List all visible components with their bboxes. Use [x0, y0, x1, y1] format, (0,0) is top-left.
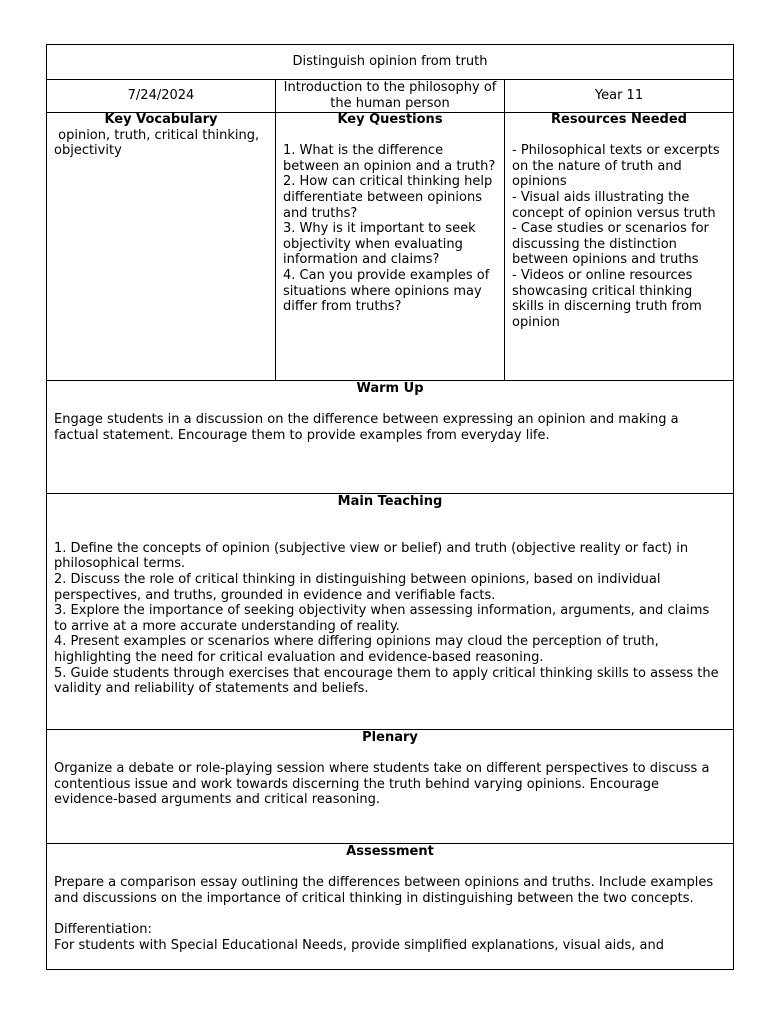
resources-needed-text: - Philosophical texts or excerpts on the nature of truth and opinions - Visual aids illustrating the concept of opinion versus truth - Case studies or scenarios for discussing the distinction between opinions and truths - Videos or online resources showcasing critical thinking skills in discerning truth from opinion	[512, 143, 720, 330]
meta-row	[47, 80, 733, 113]
plenary-heading: Plenary	[362, 730, 418, 745]
title-row	[47, 45, 733, 80]
warm-up-heading: Warm Up	[356, 381, 424, 396]
assessment-heading: Assessment	[346, 844, 434, 859]
key-vocabulary-text: opinion, truth, critical thinking, objectivity	[54, 127, 264, 159]
key-questions-heading: Key Questions	[337, 112, 443, 127]
lesson-date: 7/24/2024	[127, 88, 195, 104]
assessment-text: Prepare a comparison essay outlining the differences between opinions and truths. Include examples and discussions on the importance of critical thinking in distinguishing between the two concepts. Differentiation: For students with Special Educational Needs, provide simplified explanations, visual aids, and	[54, 875, 714, 953]
plenary-text: Organize a debate or role-playing session where students take on different perspectives to discuss a contentious issue and work towards discerning the truth behind varying opinions. Encourage evidence-based arguments and critical reasoning.	[54, 761, 710, 808]
year-cell	[505, 80, 733, 112]
topic-cell	[276, 80, 505, 112]
lesson-topic: Introduction to the philosophy of the human person	[283, 80, 497, 111]
main-teaching-section	[47, 494, 733, 730]
year-group: Year 11	[594, 88, 644, 104]
warm-up-section	[47, 381, 733, 494]
resources-needed-cell	[505, 113, 733, 380]
key-vocabulary-cell	[47, 113, 276, 380]
vocab-questions-resources-row	[47, 113, 733, 381]
plenary-section	[47, 730, 733, 844]
main-teaching-text: 1. Define the concepts of opinion (subjective view or belief) and truth (objective reality or fact) in philosophical terms. 2. Discuss the role of critical thinking in distinguishing between opinions, based on individual perspectives, and truths, grounded in evidence and verifiable facts. 3. Explore the importance of seeking objectivity when assessing information, arguments, and claims to arrive at a more accurate understanding of reality. 4. Present examples or scenarios where differing opinions may cloud the perception of truth, highlighting the need for critical evaluation and evidence-based reasoning. 5. Guide students through exercises that encourage them to apply critical thinking skills to assess the validity and reliability of statements and beliefs.	[54, 540, 719, 697]
assessment-section	[47, 844, 733, 970]
lesson-plan-table	[46, 44, 734, 970]
key-questions-text: 1. What is the difference between an opinion and a truth? 2. How can critical thinking help differentiate between opinions and truths? 3. Why is it important to seek objectivity when evaluating information and claims? 4. Can you provide examples of situations where opinions may differ from truths?	[283, 143, 496, 315]
key-vocabulary-heading: Key Vocabulary	[104, 112, 218, 127]
resources-needed-heading: Resources Needed	[551, 112, 687, 127]
main-teaching-heading: Main Teaching	[337, 494, 443, 509]
key-questions-cell	[276, 113, 505, 380]
lesson-title: Distinguish opinion from truth	[292, 54, 488, 70]
date-cell	[47, 80, 276, 112]
warm-up-text: Engage students in a discussion on the difference between expressing an opinion and making a factual statement. Encourage them to provide examples from everyday life.	[54, 412, 679, 443]
